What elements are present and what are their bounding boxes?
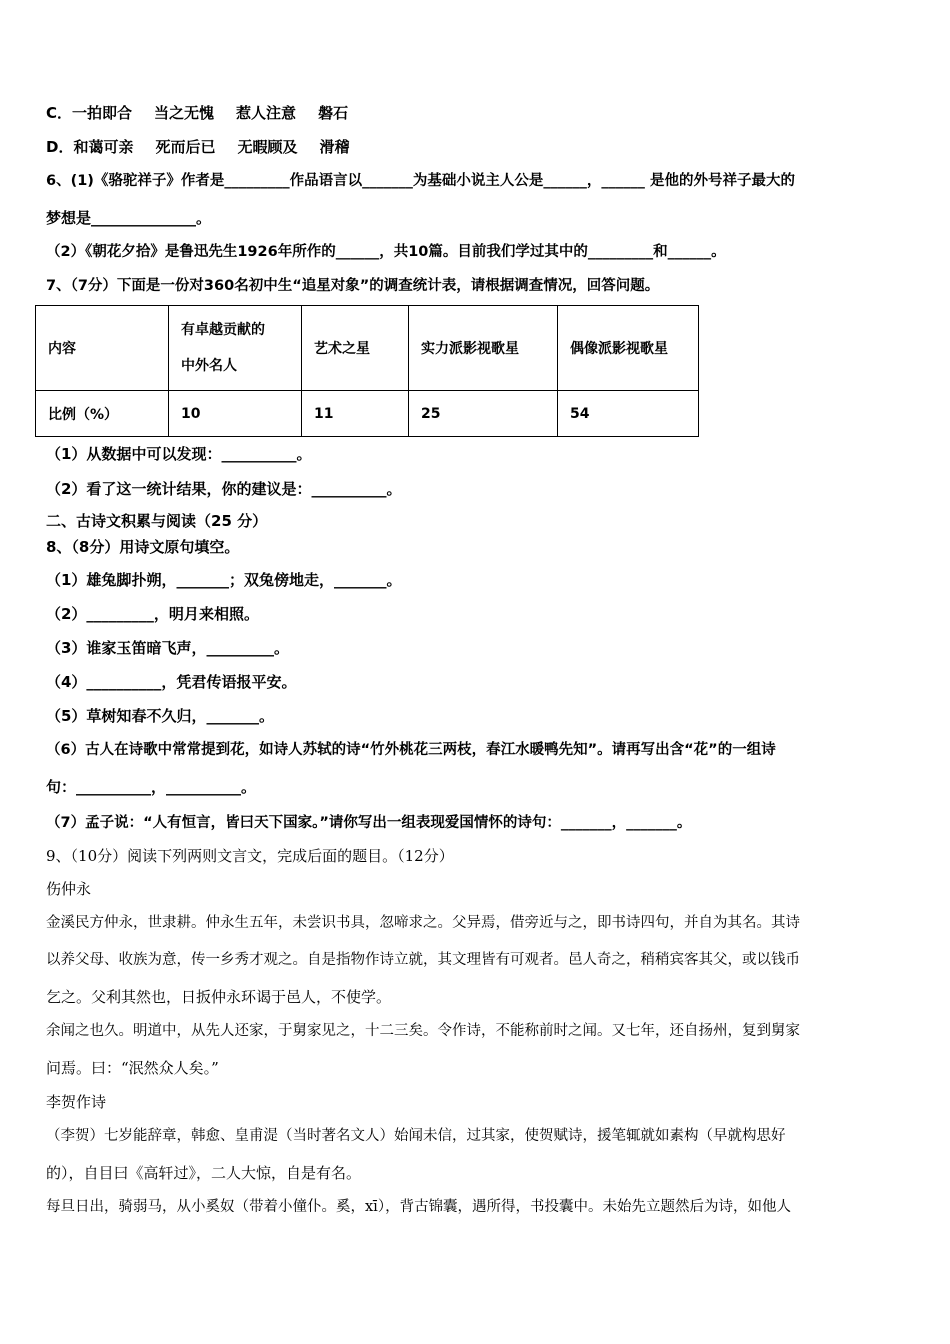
- passage2-line: 的），自目曰《高轩过》，二人大惊，自是有名。: [46, 1164, 362, 1182]
- option-c: C．一拍即合 当之无愧 惹人注意 磐石: [46, 104, 349, 122]
- header-art-stars: 艺术之星: [302, 306, 409, 391]
- header-idol-stars: 偶像派影视歌星: [558, 306, 699, 391]
- cell-value: 11: [302, 391, 409, 437]
- q8-s6b: 句：__________，__________。: [46, 778, 257, 796]
- q8-s4: （4）__________，凭君传语报平安。: [46, 673, 297, 691]
- header-content: 内容: [36, 306, 169, 391]
- q8-title: 8、（8分）用诗文原句填空。: [46, 538, 240, 556]
- q9-title: 9、（10分）阅读下列两则文言文，完成后面的题目。（12分）: [46, 847, 454, 865]
- section-heading: 二、古诗文积累与阅读（25 分）: [46, 512, 268, 530]
- survey-table: [35, 305, 699, 437]
- header-power-stars: 实力派影视歌星: [409, 306, 558, 391]
- q6-line3: （2）《朝花夕拾》是鲁迅先生1926年所作的______，共10篇。目前我们学过其中的_________和______。: [46, 244, 726, 260]
- header-celebrities: 有卓越贡献的 中外名人: [169, 306, 302, 391]
- q8-s5: （5）草树知春不久归，_______。: [46, 707, 274, 725]
- cell-value: 10: [169, 391, 302, 437]
- passage2-title: 李贺作诗: [46, 1093, 107, 1111]
- passage1-title: 伤仲永: [46, 880, 92, 898]
- cell-value: 25: [409, 391, 558, 437]
- cell-value: 54: [558, 391, 699, 437]
- q8-s3: （3）谁家玉笛暗飞声，_________。: [46, 639, 289, 657]
- passage1-line: 问焉。曰：“泯然众人矣。”: [46, 1059, 219, 1077]
- option-d: D．和蔼可亲 死而后已 无暇顾及 滑稽: [46, 138, 350, 156]
- q7-sub2: （2）看了这一统计结果，你的建议是：__________。: [46, 480, 402, 498]
- q8-s7: （7）孟子说：“人有恒言，皆曰天下国家。”请你写出一组表现爱国情怀的诗句：_______，_______。: [46, 815, 692, 831]
- passage1-line: 金溪民方仲永，世隶耕。仲永生五年，未尝识书具，忽啼求之。父异焉，借旁近与之，即书诗四句，并自为其名。其诗: [46, 915, 800, 931]
- passage1-line: 余闻之也久。明道中，从先人还家，于舅家见之，十二三矣。令作诗，不能称前时之闻。又七年，还自扬州，复到舅家: [46, 1023, 800, 1039]
- passage2-line: （李贺）七岁能辞章，韩愈、皇甫湜（当时著名文人）始闻未信，过其家，使贺赋诗，援笔辄就如素构（早就构思好: [46, 1128, 786, 1144]
- q7-title: 7、（7分）下面是一份对360名初中生“追星对象”的调查统计表，请根据调查情况，回答问题。: [46, 278, 660, 294]
- q7-sub1: （1）从数据中可以发现：__________。: [46, 445, 312, 463]
- row-label-ratio: 比例（%）: [36, 391, 169, 437]
- q6-line1: 6、(1)《骆驼祥子》作者是_________作品语言以_______为基础小说主人公是______，______ 是他的外号祥子最大的: [46, 173, 795, 189]
- q8-s2: （2）_________，明月来相照。: [46, 605, 259, 623]
- q8-s6a: （6）古人在诗歌中常常提到花，如诗人苏轼的诗“竹外桃花三两枝，春江水暖鸭先知”。请再写出含“花”的一组诗: [46, 742, 776, 758]
- q6-line2: 梦想是______________。: [46, 209, 212, 227]
- passage1-line: 以养父母、收族为意，传一乡秀才观之。自是指物作诗立就，其文理皆有可观者。邑人奇之，稍稍宾客其父，或以钱币: [46, 952, 800, 968]
- passage2-line: 每旦日出，骑弱马，从小奚奴（带着小僮仆。奚，xī），背古锦囊，遇所得，书投囊中。未始先立题然后为诗，如他人: [46, 1199, 792, 1215]
- q8-s1: （1）雄兔脚扑朔，_______；双兔傍地走，_______。: [46, 571, 402, 589]
- passage1-line: 乞之。父利其然也，日扳仲永环谒于邑人，不使学。: [46, 988, 392, 1006]
